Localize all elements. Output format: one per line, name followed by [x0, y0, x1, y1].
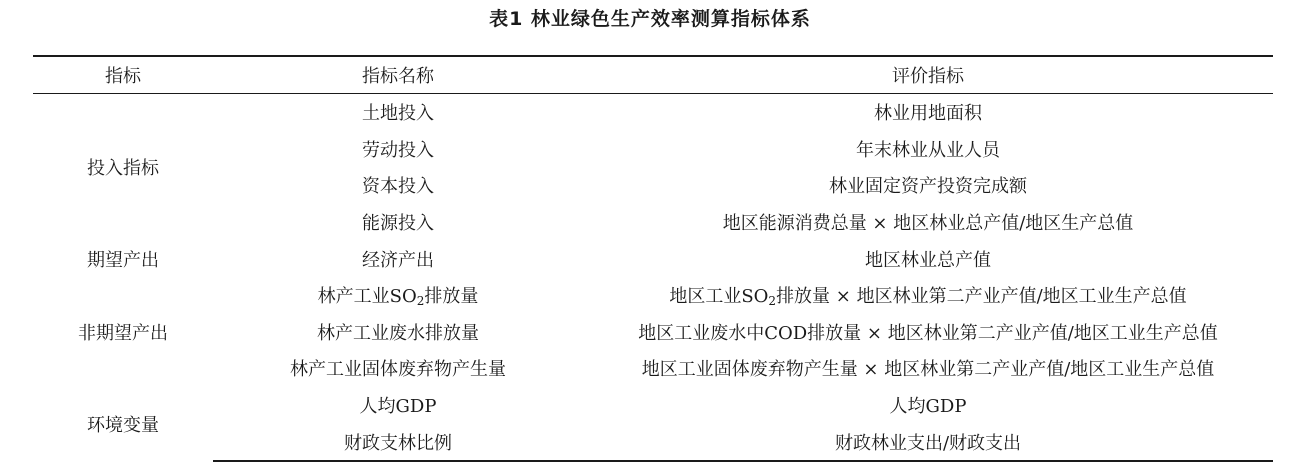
subscript: 2 — [768, 294, 777, 309]
table-row — [33, 240, 1273, 277]
indicator-name-cell: 经济产出 — [362, 249, 434, 271]
category-cell: 环境变量 — [87, 414, 159, 436]
indicator-name-cell: 劳动投入 — [362, 139, 434, 161]
subscript: 2 — [416, 294, 425, 309]
evaluation-cell: 林业用地面积 — [874, 103, 982, 125]
evaluation-cell: 地区能源消费总量 × 地区林业总产值/地区生产总值 — [722, 213, 1134, 235]
evaluation-text: 排放量 × 地区林业第二产业产值/地区工业生产总值 — [776, 286, 1187, 308]
table-row — [33, 94, 1273, 131]
indicator-name-cell: 土地投入 — [362, 103, 434, 125]
evaluation-text: 地区工业SO — [669, 286, 769, 308]
indicator-name-cell — [213, 277, 583, 314]
evaluation-cell: 地区工业废水中COD排放量 × 地区林业第二产业产值/地区工业生产总值 — [638, 322, 1218, 344]
evaluation-cell: 地区林业总产值 — [865, 249, 991, 271]
indicator-name-cell: 财政支林比例 — [213, 423, 583, 461]
indicator-name-text: 排放量 — [424, 286, 479, 308]
table-caption: 表1 林业绿色生产效率测算指标体系 — [489, 8, 811, 30]
table-row — [33, 167, 1273, 204]
evaluation-cell: 年末林业从业人员 — [856, 139, 1000, 161]
table-row — [33, 387, 1273, 424]
table-header-row — [33, 56, 1273, 94]
category-cell: 期望产出 — [87, 249, 159, 271]
indicator-name-cell: 能源投入 — [362, 213, 434, 235]
evaluation-cell: 林业固定资产投资完成额 — [829, 176, 1027, 198]
evaluation-cell — [583, 277, 1273, 314]
indicator-table — [33, 55, 1273, 462]
table-row — [33, 314, 1273, 351]
table-row — [33, 423, 1273, 461]
table-row — [33, 350, 1273, 387]
evaluation-cell: 财政林业支出/财政支出 — [583, 423, 1273, 461]
indicator-name-text: 林产工业SO — [317, 286, 417, 308]
indicator-name-cell: 林产工业废水排放量 — [317, 322, 479, 344]
category-cell: 非期望产出 — [78, 322, 168, 344]
header-indicator-name: 指标名称 — [213, 56, 583, 94]
indicator-name-cell: 人均GDP — [359, 396, 437, 418]
evaluation-cell: 人均GDP — [889, 396, 967, 418]
indicator-name-cell: 林产工业固体废弃物产生量 — [290, 359, 506, 381]
indicator-name-cell: 资本投入 — [362, 176, 434, 198]
evaluation-cell: 地区工业固体废弃物产生量 × 地区林业第二产业产值/地区工业生产总值 — [641, 359, 1215, 381]
table-row — [33, 131, 1273, 168]
header-indicator: 指标 — [33, 56, 213, 94]
category-cell: 投入指标 — [87, 158, 159, 180]
table-row — [33, 277, 1273, 314]
table-row — [33, 204, 1273, 241]
header-evaluation: 评价指标 — [583, 56, 1273, 94]
